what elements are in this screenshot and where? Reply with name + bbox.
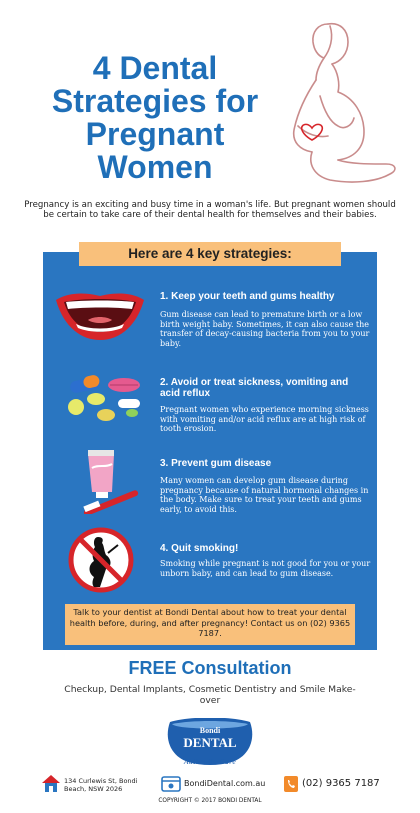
strategy-4-body: Smoking while pregnant is not good for you or your unborn baby, and can lead to gum disease. bbox=[160, 559, 371, 578]
pregnant-woman-illustration bbox=[268, 14, 408, 194]
footer-website[interactable]: BondiDental.com.au bbox=[184, 779, 266, 788]
strategy-3-title: 3. Prevent gum disease bbox=[160, 458, 272, 469]
intro-text: Pregnancy is an exciting and busy time in a woman's life. But pregnant women should be certain to take care of their dental health for themselves and their babies. bbox=[24, 200, 396, 220]
logo-tagline: Authentic Care bbox=[183, 757, 237, 766]
strategy-4-title: 4. Quit smoking! bbox=[160, 543, 239, 554]
logo-word-dental: DENTAL bbox=[183, 735, 237, 750]
strategy-1-body: Gum disease can lead to premature birth or a low birth weight baby. Sometimes, it can also cause the transfer of decay-causing bacteria from you to your baby. bbox=[160, 310, 370, 348]
toothbrush-icon bbox=[78, 448, 142, 514]
services-list: Checkup, Dental Implants, Cosmetic Dentistry and Smile Make-over bbox=[64, 684, 356, 706]
free-consultation-heading: FREE Consultation bbox=[128, 658, 292, 678]
logo-word-bondi: Bondi bbox=[199, 726, 221, 735]
key-strategies-heading: Here are 4 key strategies: bbox=[79, 242, 341, 266]
footer-phone[interactable]: (02) 9365 7187 bbox=[302, 778, 380, 789]
house-icon bbox=[40, 773, 62, 793]
web-icon bbox=[161, 776, 181, 792]
phone-icon bbox=[283, 775, 299, 793]
strategy-1-title: 1. Keep your teeth and gums healthy bbox=[160, 291, 335, 302]
footer-copyright: COPYRIGHT © 2017 BONDI DENTAL bbox=[158, 798, 262, 804]
no-smoking-icon bbox=[68, 527, 134, 593]
strategy-3-body: Many women can develop gum disease during pregnancy because of natural hormonal changes in the body. Make sure to treat your teeth and gums early, to avoid this. bbox=[160, 476, 369, 514]
pills-icon bbox=[62, 375, 146, 425]
strategy-2-title: 2. Avoid or treat sickness, vomiting and acid reflux bbox=[160, 377, 349, 399]
strategy-2-body: Pregnant women who experience morning sickness with vomiting and/or acid reflux are at high risk of tooth erosion. bbox=[160, 405, 369, 434]
page-title: 4 Dental Strategies for Pregnant Women bbox=[51, 50, 259, 185]
contact-callout: Talk to your dentist at Bondi Dental about how to treat your dental health before, during, and after pregnancy! Contact us on (02) 9365 7187. bbox=[65, 604, 355, 645]
footer-address: 134 Curlewis St, Bondi Beach, NSW 2026 bbox=[64, 777, 138, 793]
smile-icon bbox=[52, 286, 148, 342]
